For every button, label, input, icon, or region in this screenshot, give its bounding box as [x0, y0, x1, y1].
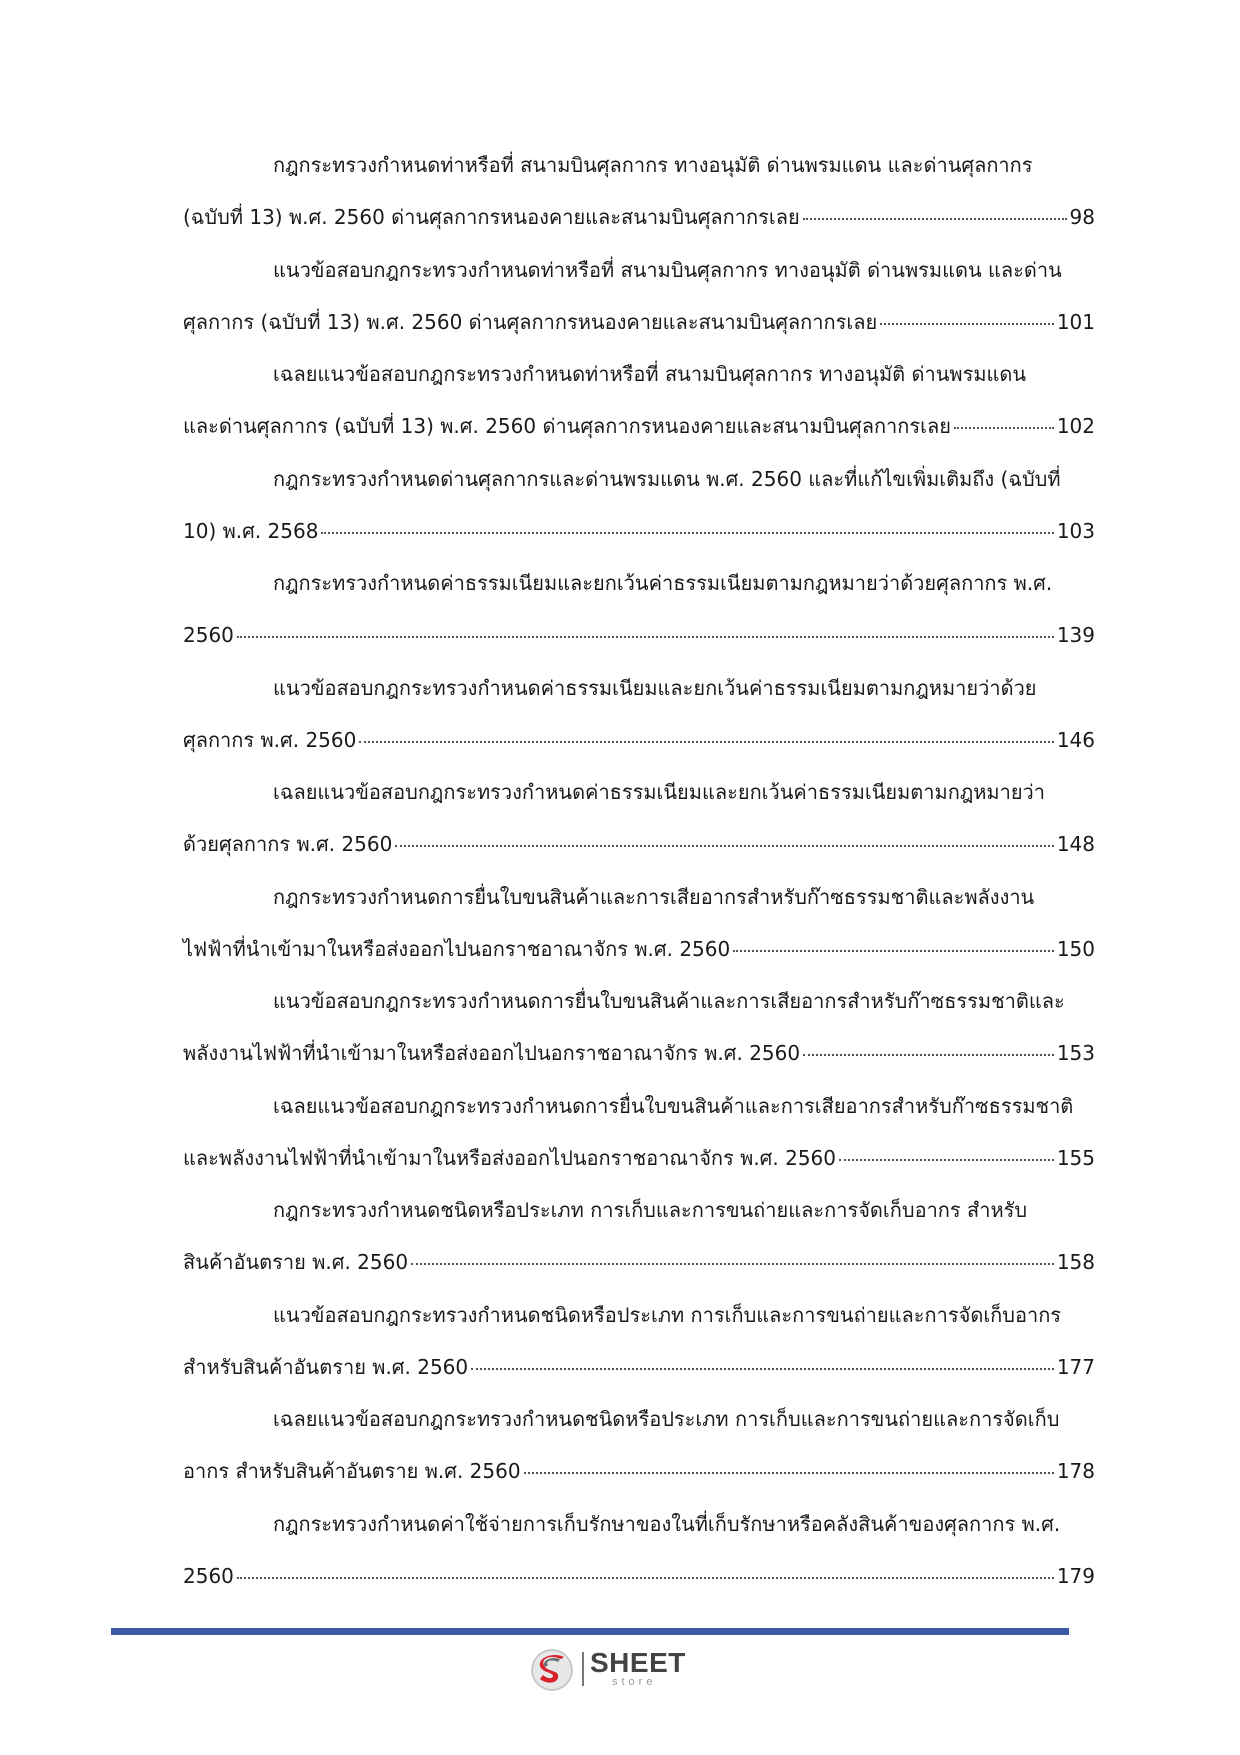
- toc-page-number: 158: [1056, 1250, 1095, 1274]
- toc-entry-title: เฉลยแนวข้อสอบกฎกระทรวงกำหนดค่าธรรมเนียมและยกเว้นค่าธรรมเนียมตามกฎหมายว่า: [273, 780, 1046, 804]
- sheet-store-logo: [530, 1648, 690, 1692]
- toc-entry[interactable]: [183, 986, 1095, 1091]
- toc-entry[interactable]: [183, 1195, 1095, 1300]
- toc-page-number: 177: [1056, 1354, 1095, 1379]
- toc-page-number: 102: [1056, 414, 1095, 438]
- toc-page-number: 179: [1056, 1563, 1095, 1588]
- toc-page-number: 148: [1056, 832, 1095, 856]
- dot-leader: [411, 1263, 1054, 1265]
- toc-entry-continuation: [183, 307, 1095, 337]
- dot-leader: [839, 1159, 1054, 1161]
- toc-entry[interactable]: [183, 568, 1095, 673]
- dot-leader: [954, 427, 1054, 429]
- toc-entry-title-cont: ไฟฟ้าที่นำเข้ามาในหรือส่งออกไปนอกราชอาณาจักร พ.ศ. 2560: [183, 936, 731, 961]
- toc-entry[interactable]: [183, 1300, 1095, 1405]
- toc-entry[interactable]: [183, 150, 1095, 255]
- toc-entry[interactable]: [183, 255, 1095, 360]
- dot-leader: [803, 1054, 1054, 1056]
- toc-entry-title-cont: พลังงานไฟฟ้าที่นำเข้ามาในหรือส่งออกไปนอกราชอาณาจักร พ.ศ. 2560: [183, 1041, 801, 1065]
- sheet-s-logo-icon: [530, 1648, 574, 1692]
- toc-entry-title: กฎกระทรวงกำหนดชนิดหรือประเภท การเก็บและการขนถ่ายและการจัดเก็บอากร สำหรับ: [273, 1198, 1028, 1222]
- toc-entry[interactable]: [183, 1509, 1095, 1614]
- toc-entry-continuation: [183, 411, 1095, 441]
- toc-entry-continuation: [183, 1561, 1095, 1591]
- toc-entry-continuation: [183, 829, 1095, 859]
- toc-entry[interactable]: [183, 882, 1095, 987]
- dot-leader: [359, 741, 1053, 743]
- toc-entry[interactable]: [183, 673, 1095, 778]
- toc-entry-title-cont: 2560: [183, 1563, 234, 1588]
- toc-entry-continuation: [183, 1247, 1095, 1277]
- toc-entry[interactable]: [183, 464, 1095, 569]
- toc-entry-title-cont: ด้วยศุลกากร พ.ศ. 2560: [183, 832, 393, 856]
- toc-entry-title-cont: 10) พ.ศ. 2568: [183, 518, 319, 543]
- toc-entry-continuation: [183, 934, 1095, 964]
- toc-entry-continuation: [183, 1456, 1095, 1486]
- dot-leader: [733, 950, 1054, 952]
- toc-entry-title: กฎกระทรวงกำหนดท่าหรือที่ สนามบินศุลกากร ทางอนุมัติ ด่านพรมแดน และด่านศุลกากร: [273, 153, 1033, 177]
- toc-entry[interactable]: [183, 777, 1095, 882]
- dot-leader: [471, 1368, 1054, 1370]
- dot-leader: [880, 323, 1054, 325]
- toc-page-number: 178: [1056, 1459, 1095, 1483]
- toc-entry-title: แนวข้อสอบกฎกระทรวงกำหนดการยื่นใบขนสินค้าและการเสียอากรสำหรับก๊าซธรรมชาติและ: [273, 989, 1065, 1013]
- toc-entry-title-cont: อากร สำหรับสินค้าอันตราย พ.ศ. 2560: [183, 1459, 521, 1483]
- toc-entry-title: เฉลยแนวข้อสอบกฎกระทรวงกำหนดท่าหรือที่ สนามบินศุลกากร ทางอนุมัติ ด่านพรมแดน: [273, 362, 1027, 386]
- dot-leader: [395, 845, 1054, 847]
- toc-entry-title: เฉลยแนวข้อสอบกฎกระทรวงกำหนดการยื่นใบขนสินค้าและการเสียอากรสำหรับก๊าซธรรมชาติ: [273, 1093, 1074, 1118]
- toc-entry-continuation: [183, 725, 1095, 755]
- toc-entry-title-cont: และพลังงานไฟฟ้าที่นำเข้ามาในหรือส่งออกไปนอกราชอาณาจักร พ.ศ. 2560: [183, 1145, 836, 1170]
- toc-entry-title: กฎกระทรวงกำหนดค่าใช้จ่ายการเก็บรักษาของในที่เก็บรักษาหรือคลังสินค้าของศุลกากร พ.ศ.: [273, 1511, 1061, 1536]
- toc-page-number: 153: [1056, 1041, 1095, 1065]
- logo-subtext: store: [612, 1676, 657, 1688]
- toc-entry-title: แนวข้อสอบกฎกระทรวงกำหนดท่าหรือที่ สนามบินศุลกากร ทางอนุมัติ ด่านพรมแดน และด่าน: [273, 257, 1062, 282]
- toc-entry-title: แนวข้อสอบกฎกระทรวงกำหนดค่าธรรมเนียมและยกเว้นค่าธรรมเนียมตามกฎหมายว่าด้วย: [273, 675, 1037, 700]
- dot-leader: [237, 636, 1054, 638]
- toc-page-number: 103: [1056, 518, 1095, 543]
- toc-entry-title-cont: ศุลกากร (ฉบับที่ 13) พ.ศ. 2560 ด่านศุลกากรหนองคายและสนามบินศุลกากรเลย: [183, 309, 878, 334]
- toc-entry-continuation: [183, 1352, 1095, 1382]
- toc-entry-continuation: [183, 1038, 1095, 1068]
- toc-entry-title: กฎกระทรวงกำหนดค่าธรรมเนียมและยกเว้นค่าธรรมเนียมตามกฎหมายว่าด้วยศุลกากร พ.ศ.: [273, 571, 1053, 595]
- table-of-contents: [183, 150, 1095, 1613]
- toc-entry-title: กฎกระทรวงกำหนดการยื่นใบขนสินค้าและการเสียอากรสำหรับก๊าซธรรมชาติและพลังงาน: [273, 884, 1035, 909]
- dot-leader: [321, 532, 1053, 534]
- toc-entry-title-cont: 2560: [183, 623, 234, 647]
- toc-entry-title-cont: สำหรับสินค้าอันตราย พ.ศ. 2560: [183, 1354, 469, 1379]
- toc-entry-continuation: [183, 202, 1095, 232]
- toc-entry[interactable]: [183, 1404, 1095, 1509]
- toc-entry-continuation: [183, 620, 1095, 650]
- toc-entry-title-cont: ศุลกากร พ.ศ. 2560: [183, 727, 357, 752]
- dot-leader: [237, 1577, 1054, 1579]
- logo-wordmark: SHEET: [590, 1647, 686, 1678]
- toc-entry-title-cont: สินค้าอันตราย พ.ศ. 2560: [183, 1250, 409, 1274]
- toc-page-number: 155: [1056, 1145, 1095, 1170]
- dot-leader: [524, 1472, 1054, 1474]
- toc-page-number: 139: [1056, 623, 1095, 647]
- toc-page-number: 150: [1056, 936, 1095, 961]
- toc-page-number: 98: [1069, 205, 1095, 229]
- toc-entry[interactable]: [183, 359, 1095, 464]
- toc-page-number: 101: [1056, 309, 1095, 334]
- toc-entry-continuation: [183, 1143, 1095, 1173]
- logo-separator: [582, 1652, 584, 1686]
- dot-leader: [803, 218, 1067, 220]
- toc-page-number: 146: [1056, 727, 1095, 752]
- toc-entry-title: แนวข้อสอบกฎกระทรวงกำหนดชนิดหรือประเภท การเก็บและการขนถ่ายและการจัดเก็บอากร: [273, 1302, 1062, 1327]
- toc-entry-title-cont: และด่านศุลกากร (ฉบับที่ 13) พ.ศ. 2560 ด่านศุลกากรหนองคายและสนามบินศุลกากรเลย: [183, 414, 951, 438]
- toc-entry-title: กฎกระทรวงกำหนดด่านศุลกากรและด่านพรมแดน พ.ศ. 2560 และที่แก้ไขเพิ่มเติมถึง (ฉบับที่: [273, 466, 1061, 491]
- toc-entry[interactable]: [183, 1091, 1095, 1196]
- footer-rule: [111, 1628, 1069, 1635]
- toc-entry-continuation: [183, 516, 1095, 546]
- toc-entry-title: เฉลยแนวข้อสอบกฎกระทรวงกำหนดชนิดหรือประเภท การเก็บและการขนถ่ายและการจัดเก็บ: [273, 1407, 1060, 1431]
- toc-entry-title-cont: (ฉบับที่ 13) พ.ศ. 2560 ด่านศุลกากรหนองคายและสนามบินศุลกากรเลย: [183, 205, 800, 229]
